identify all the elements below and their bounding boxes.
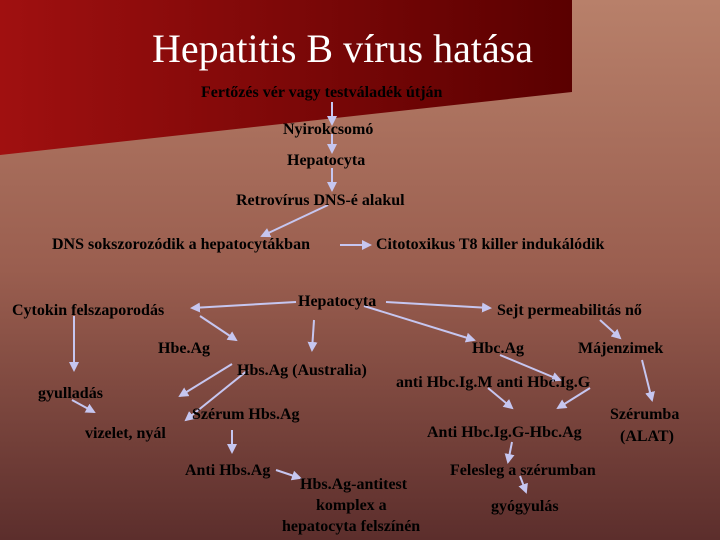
node-hepatocyte-2: Hepatocyta <box>298 293 377 310</box>
node-lymph-node: Nyirokcsomó <box>283 121 374 138</box>
slide-title: Hepatitis B vírus hatása <box>152 26 534 71</box>
arrow-enzymes-serum <box>642 360 652 400</box>
node-urine-saliva: vizelet, nyál <box>85 425 166 442</box>
node-serum-alat-line1: Szérumba <box>610 406 680 423</box>
node-serum-alat-line2: (ALAT) <box>620 428 674 445</box>
node-anti-hbc: anti Hbc.Ig.M anti Hbc.Ig.G <box>396 374 591 391</box>
arrow-hepatocyte2-hbsag <box>312 320 314 350</box>
arrow-hepatocyte2-hbcag <box>364 306 474 340</box>
node-healing: gyógyulás <box>491 498 559 515</box>
node-complex-line1: Hbs.Ag-antitest <box>300 476 408 493</box>
arrow-hepatocyte2-cytokine <box>192 302 296 308</box>
node-complex-line3: hepatocyta felszínén <box>282 518 421 535</box>
node-liver-enzymes: Májenzimek <box>578 340 664 357</box>
node-hepatocyte-1: Hepatocyta <box>287 152 366 169</box>
node-inflammation: gyulladás <box>38 385 103 402</box>
node-permeability: Sejt permeabilitás nő <box>497 302 642 319</box>
node-complex-line2: komplex a <box>316 497 387 514</box>
node-anti-hbsag: Anti Hbs.Ag <box>185 462 271 479</box>
node-anti-hbc-igg: Anti Hbc.Ig.G-Hbc.Ag <box>427 424 582 441</box>
node-hbeag: Hbe.Ag <box>158 340 210 357</box>
arrow-antihbcigg-excess <box>508 442 512 462</box>
arrow-hbsag-serum <box>180 364 232 396</box>
node-hbcag: Hbc.Ag <box>472 340 524 357</box>
arrow-cytokine-hbeag <box>200 316 236 340</box>
arrow-permeability-enzymes <box>600 320 620 338</box>
node-hbsag-australia: Hbs.Ag (Australia) <box>237 362 367 379</box>
node-serum-hbsag: Szérum Hbs.Ag <box>192 406 300 423</box>
node-cytokine: Cytokin felszaporodás <box>12 302 165 319</box>
node-cytotoxic-t8: Citotoxikus T8 killer indukálódik <box>376 236 605 253</box>
node-infection: Fertőzés vér vagy testváladék útján <box>201 84 443 101</box>
node-dna-multiplication: DNS sokszorozódik a hepatocytákban <box>52 236 310 253</box>
node-retrovirus: Retrovírus DNS-é alakul <box>236 192 405 209</box>
arrow-hepatocyte2-permeability <box>386 302 490 308</box>
arrow-antihbsag-complex <box>276 470 300 478</box>
node-excess-serum: Felesleg a szérumban <box>450 462 596 479</box>
